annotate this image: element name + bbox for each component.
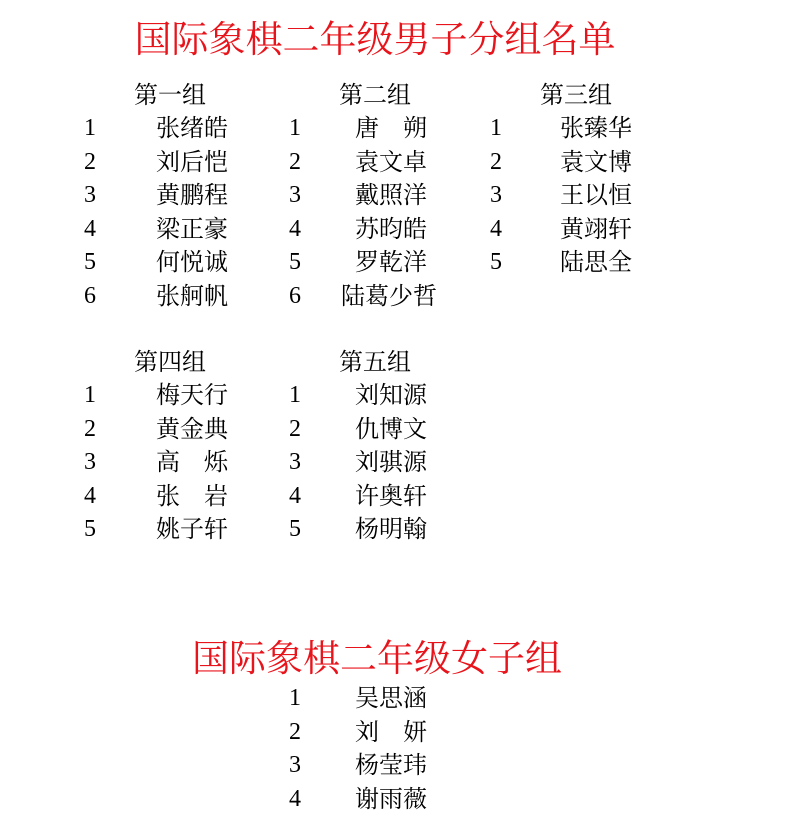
member-number: 5 — [289, 516, 301, 543]
member-number: 1 — [84, 115, 96, 141]
member-name: 吴思涵 — [355, 684, 427, 712]
member-number: 4 — [289, 215, 301, 242]
member-number: 5 — [289, 249, 301, 276]
page-title-boys: 国际象棋二年级男子分组名单 — [134, 18, 616, 61]
member-name: 杨莹玮 — [355, 751, 427, 780]
member-name: 张舸帆 — [156, 282, 228, 310]
member-name: 仇博文 — [355, 414, 427, 443]
member-name: 刘后恺 — [156, 147, 228, 176]
group-label: 第四组 — [134, 348, 206, 376]
member-number: 2 — [84, 415, 96, 442]
member-name: 张绪皓 — [156, 114, 228, 142]
member-number: 3 — [84, 182, 96, 209]
member-name: 谢雨薇 — [355, 784, 427, 813]
member-name: 戴照洋 — [355, 181, 427, 210]
member-number: 2 — [84, 148, 96, 175]
member-name: 刘 妍 — [355, 717, 427, 746]
member-number: 4 — [289, 785, 301, 812]
group-label: 第二组 — [339, 81, 411, 109]
member-number: 5 — [84, 516, 96, 543]
member-name: 高 烁 — [156, 448, 228, 477]
member-number: 3 — [289, 752, 301, 779]
member-name: 苏昀皓 — [355, 214, 427, 243]
group-label: 第三组 — [540, 81, 612, 109]
member-name: 杨明翰 — [355, 515, 427, 544]
group-label: 第五组 — [339, 348, 411, 376]
member-name: 陆思全 — [560, 248, 632, 277]
member-name: 刘骐源 — [355, 448, 427, 477]
member-number: 1 — [289, 382, 301, 408]
member-number: 4 — [490, 215, 502, 242]
member-name: 黄翊轩 — [560, 214, 632, 243]
member-number: 3 — [289, 182, 301, 209]
member-number: 1 — [289, 115, 301, 141]
member-number: 1 — [490, 115, 502, 141]
page-title-girls: 国际象棋二年级女子组 — [192, 637, 562, 680]
member-name: 唐 朔 — [355, 114, 427, 142]
member-number: 2 — [289, 148, 301, 175]
member-number: 2 — [490, 148, 502, 175]
member-number: 3 — [490, 182, 502, 209]
member-name: 黄金典 — [156, 414, 228, 443]
member-name: 罗乾洋 — [355, 248, 427, 277]
member-number: 5 — [84, 249, 96, 276]
member-name: 许奥轩 — [355, 481, 427, 510]
member-name: 袁文博 — [560, 147, 632, 176]
member-number: 4 — [84, 482, 96, 509]
member-name: 梁正豪 — [156, 214, 228, 243]
group-label: 第一组 — [134, 81, 206, 109]
member-number: 2 — [289, 718, 301, 745]
member-number: 3 — [84, 449, 96, 476]
member-name: 袁文卓 — [355, 147, 427, 176]
member-number: 2 — [289, 415, 301, 442]
member-name: 梅天行 — [156, 381, 228, 409]
member-name: 张 岩 — [156, 481, 228, 510]
member-name: 张臻华 — [560, 114, 632, 142]
member-name: 王以恒 — [560, 181, 632, 210]
member-number: 6 — [84, 283, 96, 309]
member-number: 3 — [289, 449, 301, 476]
member-name: 姚子轩 — [156, 515, 228, 544]
member-name: 何悦诚 — [156, 248, 228, 277]
member-number: 1 — [84, 382, 96, 408]
member-number: 5 — [490, 249, 502, 276]
member-name: 刘知源 — [355, 381, 427, 409]
member-number: 4 — [84, 215, 96, 242]
member-number: 6 — [289, 283, 301, 309]
member-number: 1 — [289, 685, 301, 711]
member-number: 4 — [289, 482, 301, 509]
member-name: 黄鹏程 — [156, 181, 228, 210]
member-name: 陆葛少哲 — [341, 282, 437, 310]
